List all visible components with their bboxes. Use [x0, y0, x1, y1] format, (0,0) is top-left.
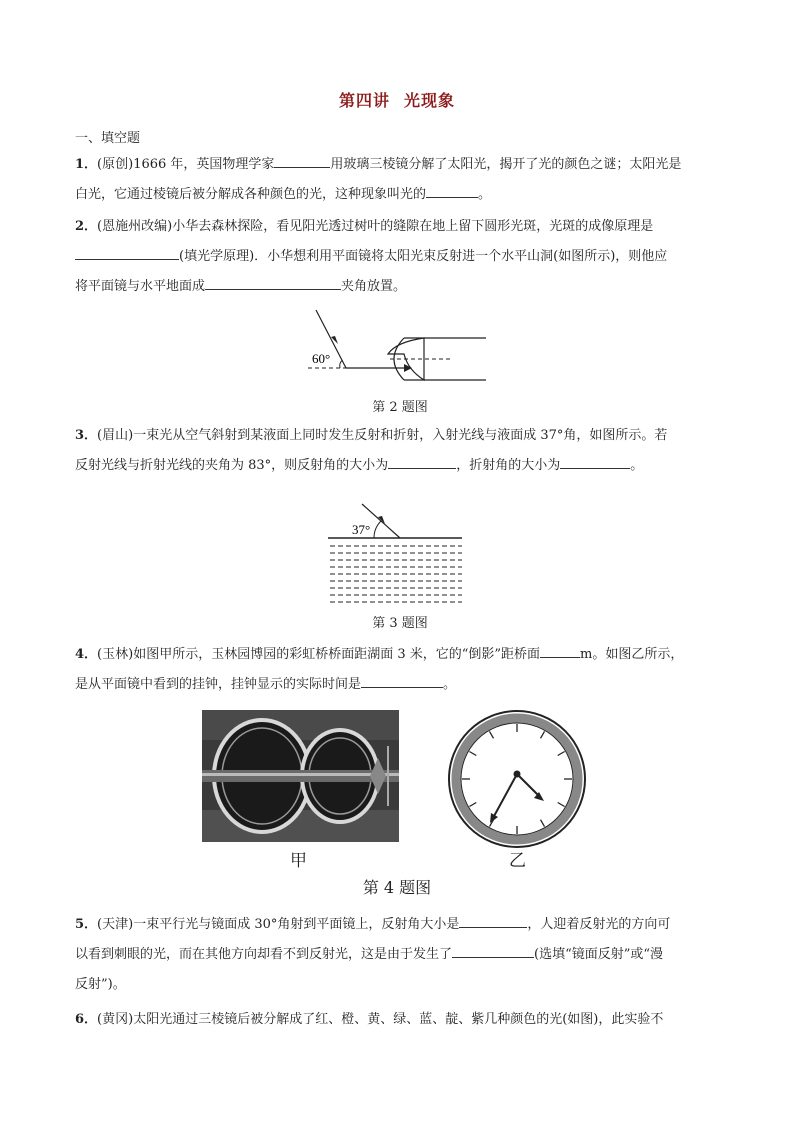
q1-text-c: 白光，它通过棱镜后被分解成各种颜色的光，这种现象叫光的 — [75, 187, 427, 202]
q1-text-a: (原创)1666 年，英国物理学家 — [97, 157, 275, 172]
question-4 — [75, 640, 723, 700]
question-number: 6． — [75, 1012, 98, 1027]
answer-blank[interactable] — [388, 454, 456, 469]
q2-text-c: 将平面镜与水平地面成 — [75, 279, 206, 294]
question-number: 4． — [75, 647, 98, 662]
q4-text-c: 是从平面镜中看到的挂钟，挂钟显示的实际时间是 — [75, 677, 362, 692]
title-topic: 光现象 — [404, 91, 456, 110]
question-number: 3． — [75, 428, 98, 443]
q5-text-e: 反射”)。 — [75, 977, 126, 992]
q3-text-b: 反射光线与折射光线的夹角为 83°，则反射角的大小为 — [75, 458, 389, 473]
angle-label: 60° — [312, 351, 331, 366]
question-number: 5． — [75, 917, 98, 932]
answer-blank[interactable] — [361, 673, 443, 688]
figure-label-b: 乙 — [509, 851, 526, 871]
q3-text-a: (眉山)一束光从空气斜射到某液面上同时发生反射和折射，入射光线与液面成 37°角，如图所示。若 — [97, 428, 668, 443]
question-3 — [75, 421, 723, 481]
figure-4-caption: 第 4 题图 — [362, 878, 432, 897]
section-heading: 一、填空题 — [75, 131, 141, 146]
q5-text-c: 以看到刺眼的光，而在其他方向却看不到反射光，这是由于发生了 — [75, 947, 453, 962]
figure-2-diagram — [300, 306, 494, 386]
q2-text-b: (填光学原理)．小华想利用平面镜将太阳光束反射进一个水平山洞(如图所示)，则他应 — [179, 249, 668, 264]
title-lecture: 第四讲 — [338, 91, 390, 110]
answer-blank[interactable] — [205, 275, 341, 290]
answer-blank[interactable] — [274, 153, 330, 168]
q3-text-c: ，折射角的大小为 — [456, 458, 561, 473]
q6-text-a: (黄冈)太阳光通过三棱镜后被分解成了红、橙、黄、绿、蓝、靛、紫几种颜色的光(如图)，此实验不 — [97, 1012, 664, 1027]
figure-3-diagram — [326, 498, 466, 606]
figure-2-caption: 第 2 题图 — [372, 400, 428, 415]
figure-label-a: 甲 — [290, 851, 307, 871]
answer-blank[interactable] — [540, 643, 580, 658]
answer-blank[interactable] — [452, 943, 534, 958]
question-1 — [75, 150, 723, 210]
q4-text-d: 。 — [443, 677, 457, 692]
page-title — [0, 88, 794, 111]
answer-blank[interactable] — [426, 183, 478, 198]
q1-text-d: 。 — [478, 187, 492, 202]
q2-text-d: 夹角放置。 — [341, 279, 407, 294]
answer-blank[interactable] — [560, 454, 630, 469]
answer-blank[interactable] — [459, 913, 527, 928]
q1-text-b: 用玻璃三棱镜分解了太阳光，揭开了光的颜色之谜；太阳光是 — [330, 157, 682, 172]
q3-text-d: 。 — [630, 458, 644, 473]
question-number: 2． — [75, 219, 98, 234]
bridge-reflection-image — [202, 710, 399, 842]
q5-text-d: (选填“镜面反射”或“漫 — [534, 947, 664, 962]
question-5 — [75, 910, 723, 1000]
figure-3-caption: 第 3 题图 — [372, 616, 428, 631]
question-6 — [75, 1005, 723, 1035]
question-number: 1． — [75, 157, 98, 172]
q4-text-a: (玉林)如图甲所示，玉林园博园的彩虹桥桥面距湖面 3 米，它的“倒影”距桥面 — [97, 647, 541, 662]
q2-text-a: (恩施州改编)小华去森林探险，看见阳光透过树叶的缝隙在地上留下圆形光斑，光斑的成像原理是 — [97, 219, 654, 234]
q5-text-a: (天津)一束平行光与镜面成 30°角射到平面镜上，反射角大小是 — [97, 917, 460, 932]
q4-text-b: m。如图乙所示， — [580, 647, 684, 662]
mirror-clock — [446, 708, 588, 850]
q5-text-b: ，人迎着反射光的方向可 — [527, 917, 671, 932]
question-2 — [75, 212, 723, 302]
answer-blank[interactable] — [75, 245, 179, 260]
bridge-photo — [202, 710, 399, 842]
angle-label: 37° — [352, 522, 371, 537]
